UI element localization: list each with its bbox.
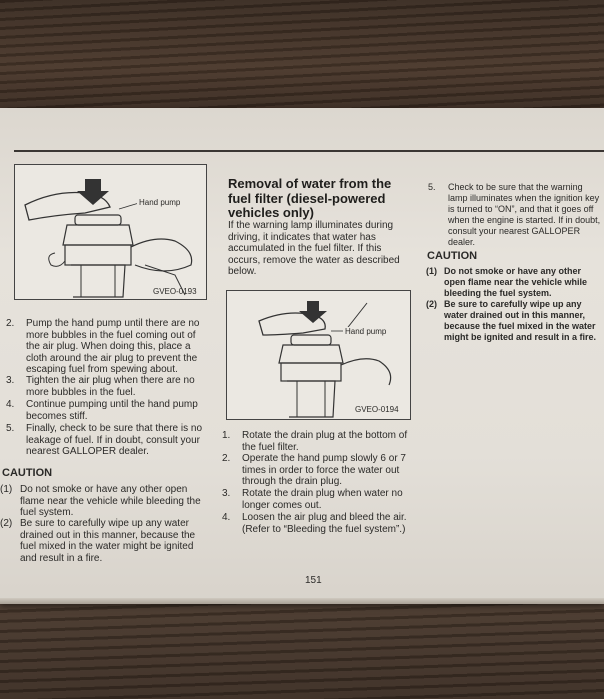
wood-table-top [0,0,604,112]
hand-pump-illustration [15,165,206,299]
header-rule [14,150,604,152]
right-step-5: 5. Check to be sure that the warning lamp illuminates when the ignition key is turned to “ON”, and that it goes off when the engine is started. If in doubt, consult your nearest GALLOPER dealer. [428,182,601,247]
page-edge [0,598,604,604]
figure-code: GVEO-0194 [355,405,399,414]
figure-hand-pump-2 [226,290,411,420]
middle-step-2: 2. Operate the hand pump slowly 6 or 7 times in order to force the water out through the drain plug. [222,453,406,487]
left-step-3: 3. Tighten the air plug when there are no more bubbles in the fuel. [6,375,195,398]
figure-hand-pump-1 [14,164,207,300]
section-intro: If the warning lamp illuminates during driving, it indicates that water has accumulated in the fuel filter. If this occurs, remove the water as described below. [228,220,400,277]
section-heading: Removal of water from the fuel filter (diesel-powered vehicles only) [228,176,392,220]
right-caution-item-1: (1) Do not smoke or have any other open flame near the vehicle while bleeding the fuel system. [426,266,588,298]
figure-code: GVEO-0193 [153,287,197,296]
middle-step-3: 3. Rotate the drain plug when water no longer comes out. [222,488,403,511]
left-step-4: 4. Continue pumping until the hand pump becomes stiff. [6,399,198,422]
left-caution-item-2: (2) Be sure to carefully wipe up any water drained out in this manner, because the fuel mixed in the water might be ignited and result in a fire. [0,518,196,564]
left-caution-title: CAUTION [2,467,53,479]
right-caution-item-2: (2) Be sure to carefully wipe up any water drained out in this manner, because the fuel mixed in the water might be ignited and result in a fire. [426,299,597,342]
left-step-2: 2. Pump the hand pump until there are no more bubbles in the fuel coming out of the air plug. When doing this, place a cloth around the air plug to prevent the escaping fuel from spewing about. [6,318,200,375]
left-step-5: 5. Finally, check to be sure that there is no leakage of fuel. If in doubt, consult your nearest GALLOPER dealer. [6,423,203,457]
middle-step-1: 1. Rotate the drain plug at the bottom of the fuel filter. [222,430,408,453]
hand-pump-illustration-2 [227,291,410,419]
wood-table-bottom [0,600,604,699]
figure-callout-hand-pump: Hand pump [345,327,387,336]
left-caution-item-1: (1) Do not smoke or have any other open flame near the vehicle while bleeding the fuel system. [0,484,201,518]
middle-step-4: 4. Loosen the air plug and bleed the air. (Refer to “Bleeding the fuel system”.) [222,512,407,535]
figure-callout-hand-pump: Hand pump [139,198,181,207]
right-caution-title: CAUTION [427,250,478,262]
page-number: 151 [305,575,322,586]
